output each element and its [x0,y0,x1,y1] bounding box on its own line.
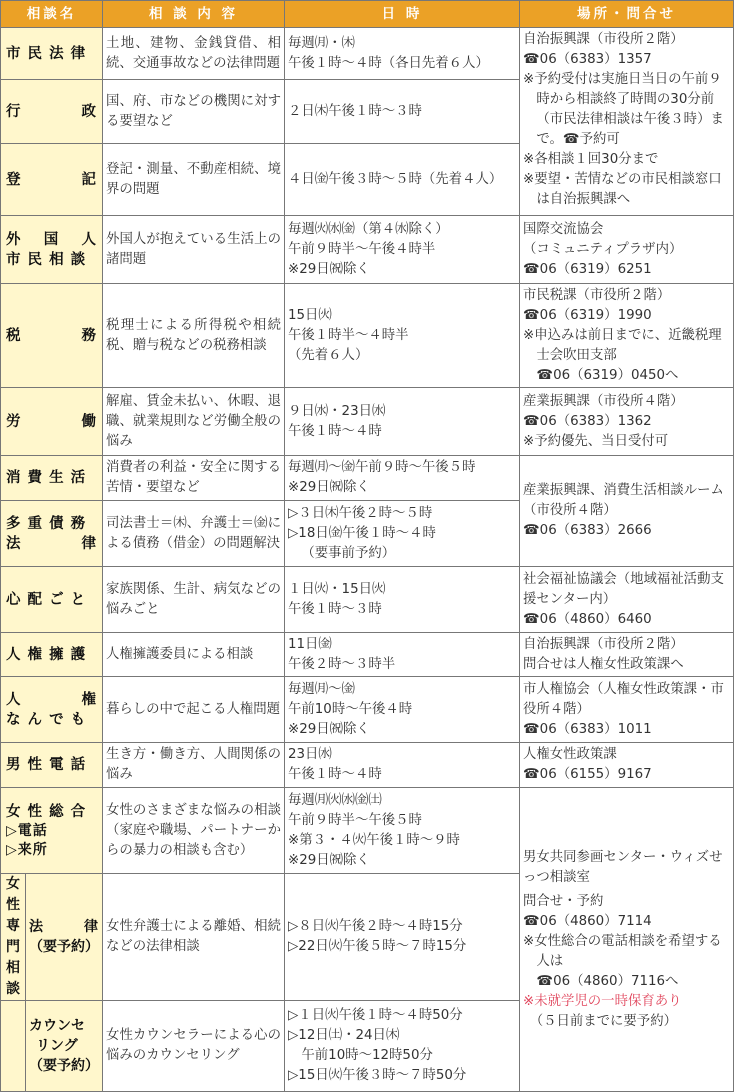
header-row [1,1,734,28]
row-place: 市民税課（市役所２階） ☎06（6319）1990 ※申込みは前日までに、近畿税理士会吹田支部 ☎06（6319）0450へ [520,284,734,388]
row-date: １日㈫・15日㈫ 午後１時～３時 [285,567,520,633]
sub-label-horitsu: 法 律 （要予約） [29,919,99,955]
phone-number: ☎06（6155）9167 [523,767,652,782]
row-name: 男 性 電 話 [1,743,103,788]
row-place: 産業振興課（市役所４階） ☎06（6383）1362 ※予約優先、当日受付可 [520,388,734,456]
row-content: 女性カウンセラーによる心の悩みのカウンセリング [103,1001,285,1092]
row-rodo [1,388,734,456]
row-jinken-yogo [1,633,734,677]
row-content: 女性弁護士による離婚、相続などの法律相談 [103,874,285,1001]
row-name: 人 権 な ん で も [1,677,103,743]
row-content: 登記・測量、不動産相続、境界の問題 [103,144,285,216]
phone-number: ☎06（4860）7116へ [536,973,679,989]
childcare-note: ※未就学児の一時保育あり [523,993,682,1009]
row-name: 労 働 [1,388,103,456]
row-date: ４日㈮午後３時～５時（先着４人） [285,144,520,216]
row-place: 国際交流協会 （コミュニティプラザ内） ☎06（6319）6251 [520,216,734,284]
phone-number: ☎06（6383）1357 [523,52,652,67]
row-place: 自治振興課（市役所２階） 問合せは人権女性政策課へ [520,633,734,677]
row-jinken-nandemo [1,677,734,743]
row-name [1,1001,103,1092]
row-name: 市 民 法 律 [1,28,103,80]
row-place: 市人権協会（人権女性政策課・市役所４階） ☎06（6383）1011 [520,677,734,743]
row-content: 女性のさまざまな悩みの相談（家庭や職場、パートナーからの暴力の相談も含む） [103,788,285,874]
header-consultation-content: 相 談 内 容 [103,1,285,28]
phone-number: ☎06（6383）1011 [523,721,652,737]
row-content: 暮らしの中で起こる人権問題 [103,677,285,743]
row-date: 毎週㈪～㈮午前９時～午後５時 ※29日㈷除く [285,456,520,501]
row-content: 家族関係、生計、病気などの悩みごと [103,567,285,633]
row-content: 税理士による所得税や相続税、贈与税などの税務相談 [103,284,285,388]
vertical-label: 女性専門相談 [1,874,26,1000]
header-date-time: 日 時 [285,1,520,28]
row-name: 外 国 人 市 民 相 談 [1,216,103,284]
row-name: 税 務 [1,284,103,388]
phone-number: ☎06（6319）0450へ [536,367,679,383]
row-name: 人 権 擁 護 [1,633,103,677]
row-date: 毎週㈪～㈮ 午前10時～午後４時 ※29日㈷除く [285,677,520,743]
header-place-contact: 場所・問合せ [520,1,734,28]
row-gaikokujin [1,216,734,284]
row-zeimu [1,284,734,388]
row-content: 外国人が抱えている生活上の諸問題 [103,216,285,284]
row-shohi-seikatsu [1,456,734,501]
row-josei-sogo [1,788,734,874]
row-name: 行 政 [1,80,103,144]
row-name: 登 記 [1,144,103,216]
row-name: 女 性 総 合 ▷電話 ▷来所 [1,788,103,874]
row-dansei-denwa [1,743,734,788]
phone-number: ☎06（6319）1990 [523,307,652,323]
row-date: 毎週㈪㈫㈬㈮㈯ 午前９時半～午後５時 ※第３・４㈫午後１時～９時 ※29日㈷除く [285,788,520,874]
row-name [1,874,103,1001]
row-shimin-horitsu [1,28,734,80]
row-date: 11日㈮ 午後２時～３時半 [285,633,520,677]
row-content: 国、府、市などの機関に対する要望など [103,80,285,144]
row-content: 生き方・働き方、人間関係の悩み [103,743,285,788]
phone-number: ☎06（4860）7114 [523,913,652,929]
row-date: ▷３日㈭午後２時～５時 ▷18日㈮午後１時～４時 （要事前予約） [285,501,520,567]
row-date: ▷８日㈫午後２時～４時15分 ▷22日㈫午後５時～７時15分 [285,874,520,1001]
row-date: 毎週㈪・㈭ 午後１時～４時（各日先着６人） [285,28,520,80]
row-date: 毎週㈫㈬㈮（第４㈬除く） 午前９時半～午後４時半 ※29日㈷除く [285,216,520,284]
row-place: 人権女性政策課 ☎06（6155）9167 [520,743,734,788]
header-consultation-name: 相談名 [1,1,103,28]
row-content: 司法書士＝㈭、弁護士＝㈮による債務（借金）の問題解決 [103,501,285,567]
phone-number: ☎06（6383）2666 [523,523,652,538]
phone-number: ☎06（6319）6251 [523,261,652,277]
sub-label-counseling: カウンセ リング （要予約） [29,1018,99,1074]
row-place: 産業振興課、消費生活相談ルーム（市役所４階） ☎06（6383）2666 [520,456,734,567]
phone-number: ☎06（6383）1362 [523,413,652,429]
row-content: 人権擁護委員による相談 [103,633,285,677]
phone-number: ☎06（4860）6460 [523,611,652,627]
row-content: 土地、建物、金銭貸借、相続、交通事故などの法律問題 [103,28,285,80]
row-name: 多 重 債 務 法 律 [1,501,103,567]
row-shinpaigoto [1,567,734,633]
row-content: 解雇、賃金未払い、休暇、退職、就業規則など労働全般の悩み [103,388,285,456]
row-name: 消 費 生 活 [1,456,103,501]
row-name: 心 配 ご と [1,567,103,633]
row-place: 自治振興課（市役所２階） ☎06（6383）1357 ※予約受付は実施日当日の午前９時から相談終了時間の30分前（市民法律相談は午後３時）まで。☎予約可 ※各相談１回30分まで ※要望・苦情などの市民相談窓口は自治振興課へ [520,28,734,216]
row-place: 社会福祉協議会（地域福祉活動支援センター内） ☎06（4860）6460 [520,567,734,633]
row-content: 消費者の利益・安全に関する苦情・要望など [103,456,285,501]
row-date: ２日㈭午後１時～３時 [285,80,520,144]
row-place: 男女共同参画センター・ウィズせっつ相談室 問合せ・予約 ☎06（4860）7114 ※女性総合の電話相談を希望する人は ☎06（4860）7116へ ※未就学児の一時保育あり （５日前までに要予約） [520,788,734,1092]
row-date: 15日㈫ 午後１時半～４時半 （先着６人） [285,284,520,388]
row-date: 23日㈬ 午後１時～４時 [285,743,520,788]
row-date: ▷１日㈫午後１時～４時50分 ▷12日㈯・24日㈭ 午前10時～12時50分 ▷15日㈫午後３時～７時50分 [285,1001,520,1092]
row-date: ９日㈬・23日㈬ 午後１時～４時 [285,388,520,456]
